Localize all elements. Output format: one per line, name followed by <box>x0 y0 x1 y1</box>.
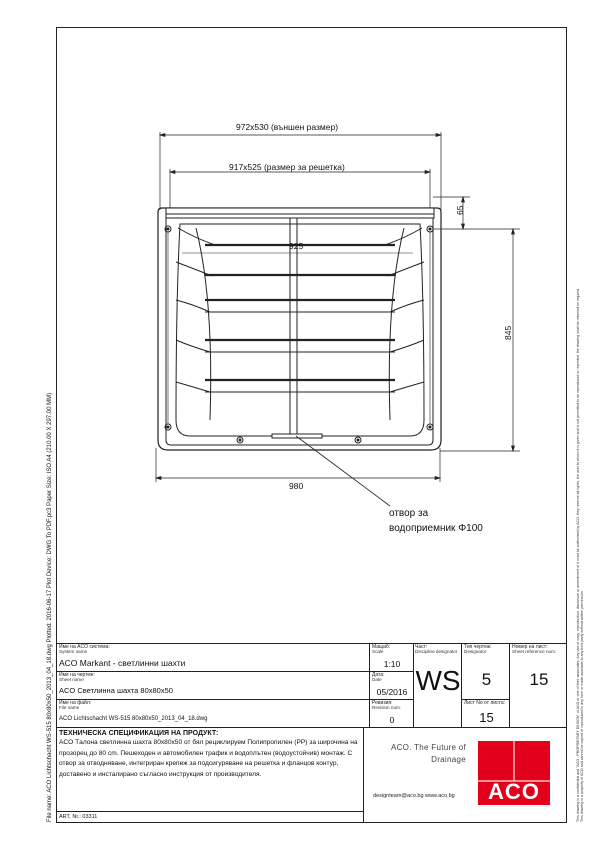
tb-vrule-2 <box>413 643 414 727</box>
drain-callout-line-1: отвор за <box>389 508 429 519</box>
drawing-name-label-en: Sheet name <box>59 677 84 682</box>
refno-label-en: Sheet reference num. <box>512 649 557 654</box>
drain-callout-line-2: водоприемник Φ100 <box>389 523 483 534</box>
tb-rule-4 <box>56 811 363 812</box>
part-label-en: Discipline designator <box>415 649 458 654</box>
dim-65-label: 65 <box>455 205 465 215</box>
scale-label-en: Scale <box>372 649 384 654</box>
part-value: WS <box>415 664 461 696</box>
file-info-vertical: File name: ACO Lichtschacht WS-515 80x80x50_2013_04_18.dwg Plotted: 2016-06-17 Plot Device: DWG To PDF.pc3 Paper Size: ISO A4 (210.00 X 297.00 MM) <box>47 392 53 822</box>
part-label: Част: <box>415 644 428 650</box>
file-label-en: File name <box>59 705 80 710</box>
slogan-line-2: Drainage <box>431 755 466 765</box>
file-label: Име на файл: <box>59 700 92 706</box>
tb-vrule-1 <box>369 643 370 727</box>
aco-logo-text: ACO <box>488 779 540 804</box>
tb-rule-2 <box>56 699 413 700</box>
tb-rule-1 <box>56 671 413 672</box>
date-value: 05/2016 <box>376 686 408 697</box>
date-label-en: Date <box>372 677 382 682</box>
revision-label-en: Revision num. <box>372 705 402 710</box>
system-label-en: System name <box>59 649 88 654</box>
type-label: Тип чертеж: <box>464 644 492 650</box>
date-label: Дата: <box>372 672 385 678</box>
system-field <box>59 645 185 667</box>
sheetno-field <box>464 701 509 724</box>
slogan-line-1: ACO. The Future of <box>390 743 466 752</box>
spec-title: ТЕХНИЧЕСКА СПЕЦИФИКАЦИЯ НА ПРОДУКТ: <box>59 730 219 737</box>
part-field <box>415 645 461 695</box>
sheetno-label: Лист No от листа: <box>464 700 505 706</box>
file-field <box>59 701 207 722</box>
drawing-name-field <box>59 673 173 694</box>
scale-field <box>372 645 412 668</box>
dim-925-label: 925 <box>289 241 304 251</box>
aco-logo <box>478 741 550 805</box>
tb-vrule-4 <box>509 643 510 727</box>
file-value: ACO Lichtschacht WS-515 80x80x50_2013_04_18.dwg <box>59 715 208 722</box>
revision-label: Ревизия: <box>372 700 393 706</box>
spec-body: ACO Тaлона светлинна шахта 80x80x50 от бял рециклируем Полипропилен (PP) за широчина на прозорец до 80 cm. Пешеходен и автомобилен трафик и водоплътен (водоустойчив) монтаж. С отвор за отводняване, интегриран крепеж за подсигуряване на решетка и фланцов контур, доставено и инсталирано съгласно инструкция от производителя. <box>59 739 358 779</box>
scale-label: Мащаб: <box>372 644 391 650</box>
revision-field <box>372 701 412 724</box>
tb-vrule-3 <box>461 643 462 727</box>
web-contact: designteam@aco.bg www.aco.bg <box>373 793 455 799</box>
refno-label: Номер на лист: <box>512 644 548 650</box>
drawing-name-label: Име на чертеж: <box>59 672 95 678</box>
dim-grate-label: 917x525 (размер за решетка) <box>229 162 345 172</box>
tb-rule-3 <box>56 727 567 728</box>
disclaimer-line-1: This drawing is a confidential and "ACO - PROPRIETARY DESIGN" of ACO or one of their associates. Any use or copy, reproduction, disclosure or amendment of it must be authorised by ACO, they reserve all rights, the user to whom it is given and is not permitted to be reproduced or reprinted, the drawing shall be returned on request. <box>576 287 580 822</box>
sheetno-value: 15 <box>479 710 494 725</box>
disclaimer-line-2: This drawing is a property of ACO and cannot be copied or reproduced in any form or made available to any third party without written permission. <box>580 590 585 822</box>
refno-value: 15 <box>529 669 549 689</box>
refno-field <box>512 645 566 688</box>
drain-callout <box>389 506 483 536</box>
drawing-name-value: ACO Светлинна шахта 80x80x50 <box>59 685 173 695</box>
date-field <box>372 673 412 696</box>
type-label-en: Designator <box>464 649 487 654</box>
dim-outer-label: 972x530 (външен размер) <box>236 122 339 132</box>
art-number: ART. Nr.: 03311 <box>59 814 98 820</box>
tb-vrule-5 <box>363 727 364 823</box>
revision-value: 0 <box>389 714 395 725</box>
scale-value: 1:10 <box>383 658 401 669</box>
spec-block <box>59 730 359 781</box>
system-value: ACO Markant - светлинни шахти <box>59 657 186 668</box>
type-value: 5 <box>481 669 492 689</box>
type-field <box>464 645 509 688</box>
dim-845-label: 845 <box>503 325 513 340</box>
dim-980-label: 980 <box>289 481 304 491</box>
system-label: Име на ACO система: <box>59 644 110 650</box>
slogan <box>368 742 466 767</box>
